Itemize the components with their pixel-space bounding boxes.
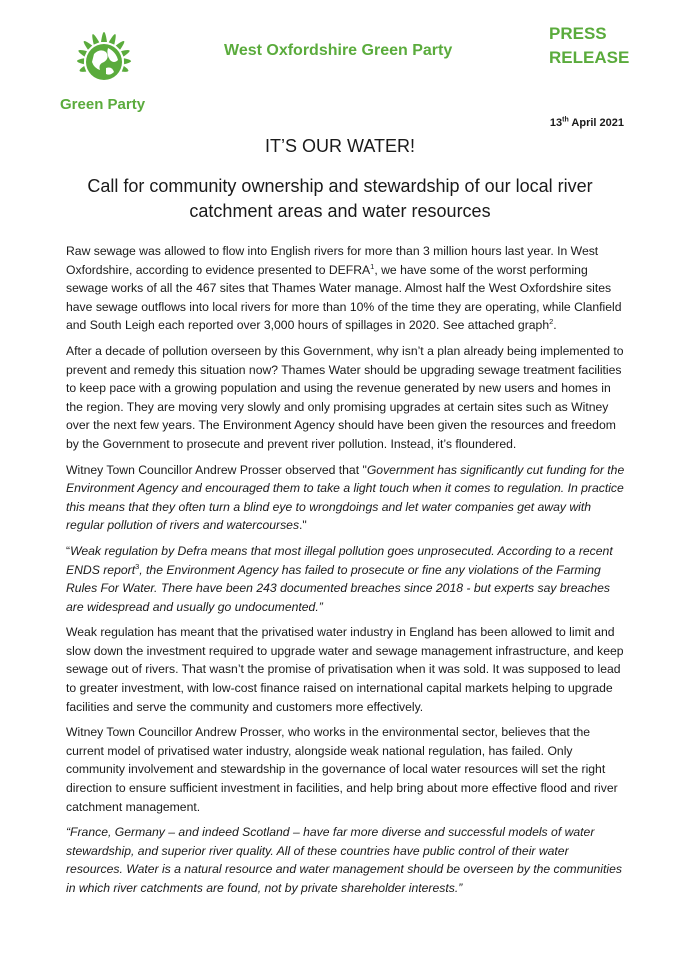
p1-text-a: Raw sewage was allowed to flow into English rivers for more than 3 million hours last year. In West Oxfordshire, according to evidence presented to DEFRA bbox=[66, 244, 599, 277]
party-name: West Oxfordshire Green Party bbox=[224, 42, 453, 59]
footnote-2-marker: 2 bbox=[549, 317, 554, 327]
p3-text-c: ." bbox=[299, 518, 307, 533]
press-label-line1: PRESS bbox=[549, 24, 607, 43]
paragraph-5: Weak regulation has meant that the privatised water industry in England has been allowed to limit and slow down the investment required to upgrade water and sewage management infrastructure, and keep sewage out of rivers. That wasn’t the promise of privatisation when it was sold. It was supposed to lead to greater investment, with low-cost finance raised on international capital markets helping to upgrade facilities and serve the community and customers more effectively. bbox=[66, 625, 624, 714]
date-month-year: April 2021 bbox=[568, 117, 624, 129]
paragraph-2: After a decade of pollution overseen by this Government, why isn’t a plan already being implemented to prevent and remedy this situation now? Thames Water should be upgrading sewage treatment facilities to keep pace with a growing population and using the revenue generated by new users and homes in the region. They are moving very slowly and only promising upgrades at certain sites such as Witney over the next few years. The Environment Agency should have been given the resources and freedom by the Government to prosecute and prevent river pollution. Instead, it’s floundered. bbox=[66, 343, 624, 451]
logo-text: Green Party bbox=[60, 96, 146, 113]
date-suffix: th bbox=[562, 116, 569, 124]
sunflower-earth-icon bbox=[58, 18, 150, 96]
green-party-logo bbox=[58, 18, 150, 122]
p4-quote-b: , the Environment Agency has failed to prosecute or fine any violations of the Farming Rules For Water. There have been 243 documented breaches since 2018 - but experts say breaches are widespread and usually go undocumented.” bbox=[66, 562, 611, 614]
release-date bbox=[550, 117, 624, 129]
paragraph-4 bbox=[66, 542, 626, 616]
footnote-1-marker: 1 bbox=[370, 261, 375, 271]
p3-quote: Government has significantly cut funding for the Environment Agency and encouraged them to take a light touch when it comes to regulation. In practice this means that they often turn a blind eye to wrongdoings and let water companies get away with regular pollution of rivers and watercourses bbox=[66, 462, 625, 533]
p1-text-c: . bbox=[553, 318, 557, 333]
p7-quote: “France, Germany – and indeed Scotland – have far more diverse and successful models of water stewardship, and superior river quality. All of these countries have public control of their water resources. Water is a natural resource and water management should be overseen by the communities in which river catchments are found, not by private shareholder interests.” bbox=[66, 825, 622, 895]
press-label-line2: RELEASE bbox=[549, 48, 630, 67]
p4-quote-a: Weak regulation by Defra means that most illegal pollution goes unprosecuted. According to a recent ENDS report bbox=[66, 543, 613, 577]
paragraph-7 bbox=[66, 823, 626, 897]
paragraph-3 bbox=[66, 461, 626, 535]
p4-open-quote: “ bbox=[66, 543, 71, 558]
paragraph-1 bbox=[66, 242, 626, 335]
page-title: IT’S OUR WATER! bbox=[265, 136, 415, 156]
date-day: 13 bbox=[549, 117, 563, 129]
article-body bbox=[66, 242, 626, 905]
footnote-3-marker: 3 bbox=[135, 561, 140, 571]
p1-text-b: , we have some of the worst performing sewage works of all the 467 sites that Thames Water manage. Almost half the West Oxfordshire sites have sewage outflows into local rivers for more than 10% of the time they are operating, while Clanfield and South Leigh each reported over 3,000 hours of spillages in 2020. See attached graph bbox=[66, 262, 622, 333]
p3-text-a: Witney Town Councillor Andrew Prosser observed that " bbox=[66, 462, 367, 477]
paragraph-6: Witney Town Councillor Andrew Prosser, who works in the environmental sector, believes that the current model of privatised water industry, alongside weak national regulation, has failed. Only community involvement and stewardship in the governance of local water resources will set the right direction to ensure sufficient investment in facilities, and help bring about more effective flood and river catchment management. bbox=[66, 725, 618, 814]
press-release-label bbox=[549, 22, 629, 70]
page-subtitle: Call for community ownership and stewardship of our local river catchment areas and water resources bbox=[87, 176, 593, 221]
